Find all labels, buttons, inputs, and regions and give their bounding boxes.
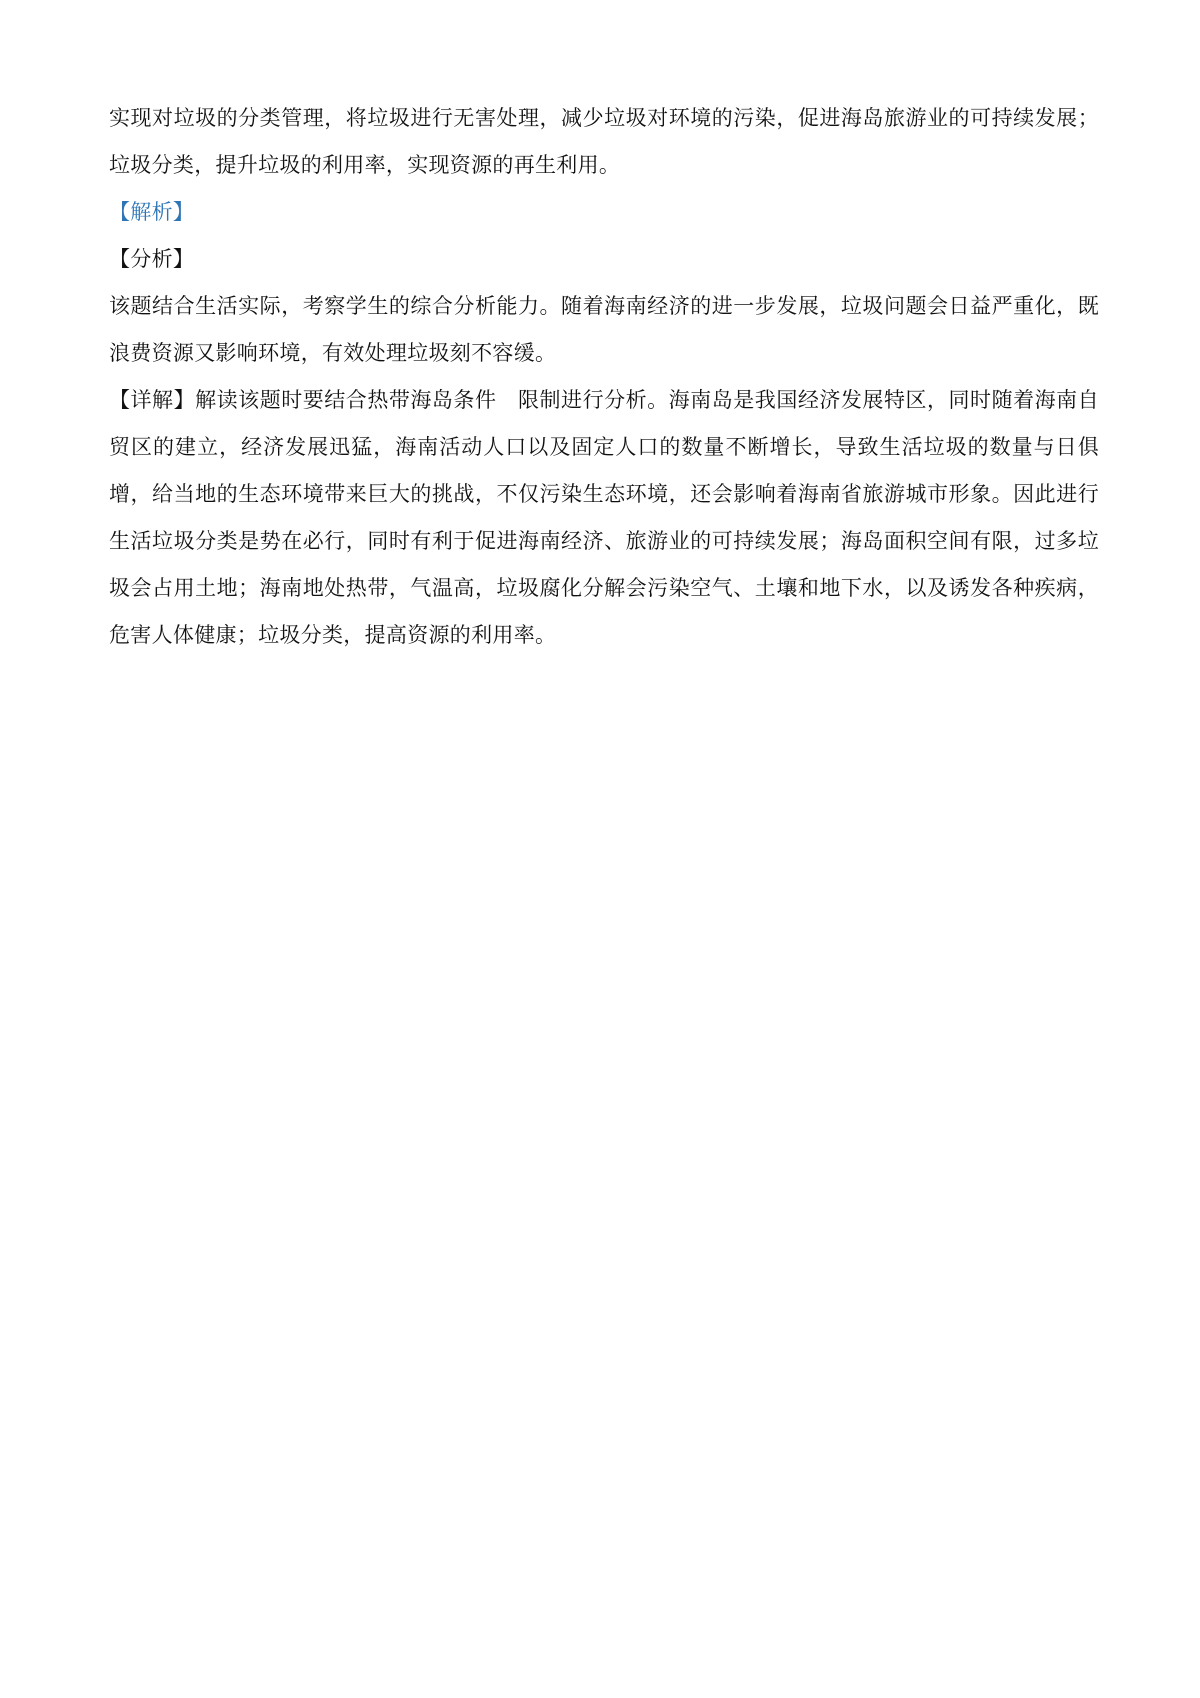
detail-label: 【详解】 xyxy=(109,388,196,412)
explanation-label: 【解析】 xyxy=(109,200,195,224)
detail-text: 解读该题时要结合热带海岛条件 限制进行分析。海南岛是我国经济发展特区，同时随着海南自贸区的建立，经济发展迅猛，海南活动人口以及固定人口的数量不断增长，导致生活垃圾的数量与日俱增，给当地的生态环境带来巨大的挑战，不仅污染生态环境，还会影响着海南省旅游城市形象。因此进行生活垃圾分类是势在必行，同时有利于促进海南经济、旅游业的可持续发展；海岛面积空间有限，过多垃圾会占用土地；海南地处热带，气温高，垃圾腐化分解会污染空气、土壤和地下水，以及诱发各种疾病，危害人体健康；垃圾分类，提高资源的利用率。 xyxy=(109,388,1099,647)
detail-paragraph xyxy=(109,377,1099,659)
document-body xyxy=(109,95,1099,659)
answer-paragraph: 实现对垃圾的分类管理，将垃圾进行无害处理，减少垃圾对环境的污染，促进海岛旅游业的可持续发展；垃圾分类，提升垃圾的利用率，实现资源的再生利用。 xyxy=(109,106,1099,177)
analysis-paragraph: 该题结合生活实际，考察学生的综合分析能力。随着海南经济的进一步发展，垃圾问题会日益严重化，既浪费资源又影响环境，有效处理垃圾刻不容缓。 xyxy=(109,294,1099,365)
analysis-label: 【分析】 xyxy=(109,247,195,271)
